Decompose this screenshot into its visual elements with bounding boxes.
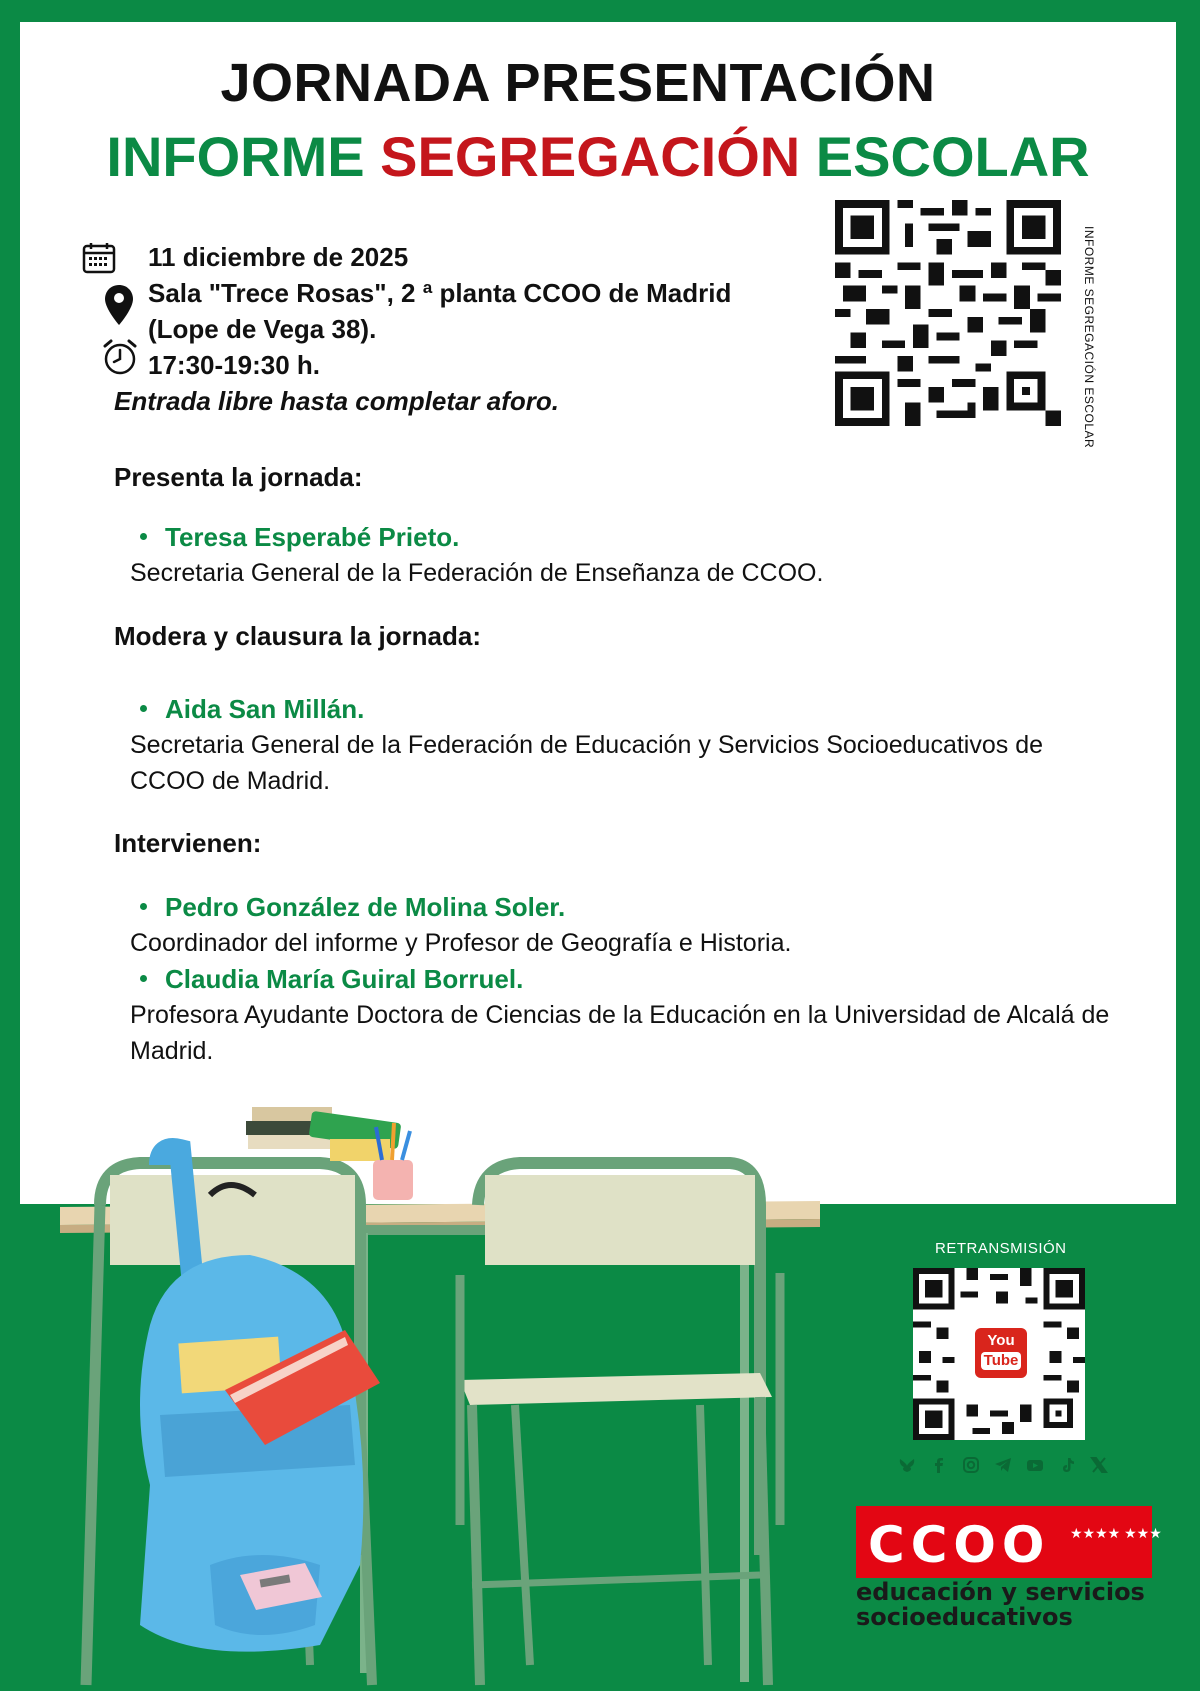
ccoo-logo-stars: ★★★★ ★★★ bbox=[1070, 1525, 1162, 1541]
speaker-name-intervienen-1: Pedro González de Molina Soler. bbox=[140, 892, 565, 923]
speaker-name-modera: Aida San Millán. bbox=[140, 694, 364, 725]
instagram-icon[interactable] bbox=[962, 1456, 980, 1474]
qr-code-report[interactable] bbox=[835, 200, 1061, 426]
event-date: 11 diciembre de 2025 bbox=[148, 242, 409, 272]
event-place-line1: Sala "Trece Rosas", 2 ª planta CCOO de Madrid bbox=[148, 278, 732, 308]
youtube-logo-tube: Tube bbox=[981, 1352, 1022, 1370]
title-line-2 bbox=[0, 124, 1196, 189]
youtube-logo bbox=[975, 1328, 1027, 1378]
section-heading-intervienen: Intervienen: bbox=[114, 828, 262, 858]
ccoo-logo-text: CCOO bbox=[868, 1516, 1051, 1574]
youtube-icon[interactable] bbox=[1026, 1456, 1044, 1474]
alarm-clock-icon bbox=[102, 338, 138, 376]
speaker-role-presenta: Secretaria General de la Federación de Enseñanza de CCOO. bbox=[130, 559, 824, 587]
speaker-role-intervienen-1: Coordinador del informe y Profesor de Geografía e Historia. bbox=[130, 929, 792, 957]
title-word-segregacion: SEGREGACIÓN bbox=[380, 125, 801, 188]
section-heading-modera: Modera y clausura la jornada: bbox=[114, 621, 482, 651]
speaker-name-intervienen-2: Claudia María Guiral Borruel. bbox=[140, 964, 523, 995]
bluesky-icon[interactable] bbox=[898, 1456, 916, 1474]
section-heading-presenta: Presenta la jornada: bbox=[114, 462, 363, 492]
facebook-icon[interactable] bbox=[930, 1456, 948, 1474]
entry-note: Entrada libre hasta completar aforo. bbox=[114, 386, 560, 416]
ccoo-logo-subtitle bbox=[856, 1580, 1145, 1630]
telegram-icon[interactable] bbox=[994, 1456, 1012, 1474]
location-pin-icon bbox=[104, 284, 134, 326]
title-word-informe: INFORME bbox=[106, 125, 365, 188]
speaker-role-modera: Secretaria General de la Federación de Educación y Servicios Socioeducativos de CCOO de Madrid. bbox=[130, 731, 1044, 795]
youtube-logo-you: You bbox=[987, 1332, 1015, 1349]
classroom-desk-illustration bbox=[60, 1105, 820, 1691]
title-line-1: JORNADA PRESENTACIÓN bbox=[220, 53, 936, 113]
ccoo-logo-subtitle-line2: socioeducativos bbox=[856, 1603, 1073, 1631]
speaker-role-intervienen-2: Profesora Ayudante Doctora de Ciencias de la Educación en la Universidad de Alcalá de Madrid. bbox=[130, 1001, 1110, 1065]
tiktok-icon[interactable] bbox=[1058, 1456, 1076, 1474]
qr-caption-vertical: INFORME SEGREGACIÓN ESCOLAR bbox=[1082, 226, 1096, 449]
event-time: 17:30-19:30 h. bbox=[148, 350, 320, 380]
calendar-icon bbox=[82, 242, 116, 274]
title-word-escolar: ESCOLAR bbox=[815, 125, 1090, 188]
event-place-line2: (Lope de Vega 38). bbox=[148, 314, 377, 344]
x-icon[interactable] bbox=[1090, 1456, 1108, 1474]
speaker-name-presenta: Teresa Esperabé Prieto. bbox=[140, 522, 459, 553]
ccoo-logo-subtitle-line1: educación y servicios bbox=[856, 1578, 1145, 1606]
broadcast-label: RETRANSMISIÓN bbox=[935, 1240, 1067, 1257]
